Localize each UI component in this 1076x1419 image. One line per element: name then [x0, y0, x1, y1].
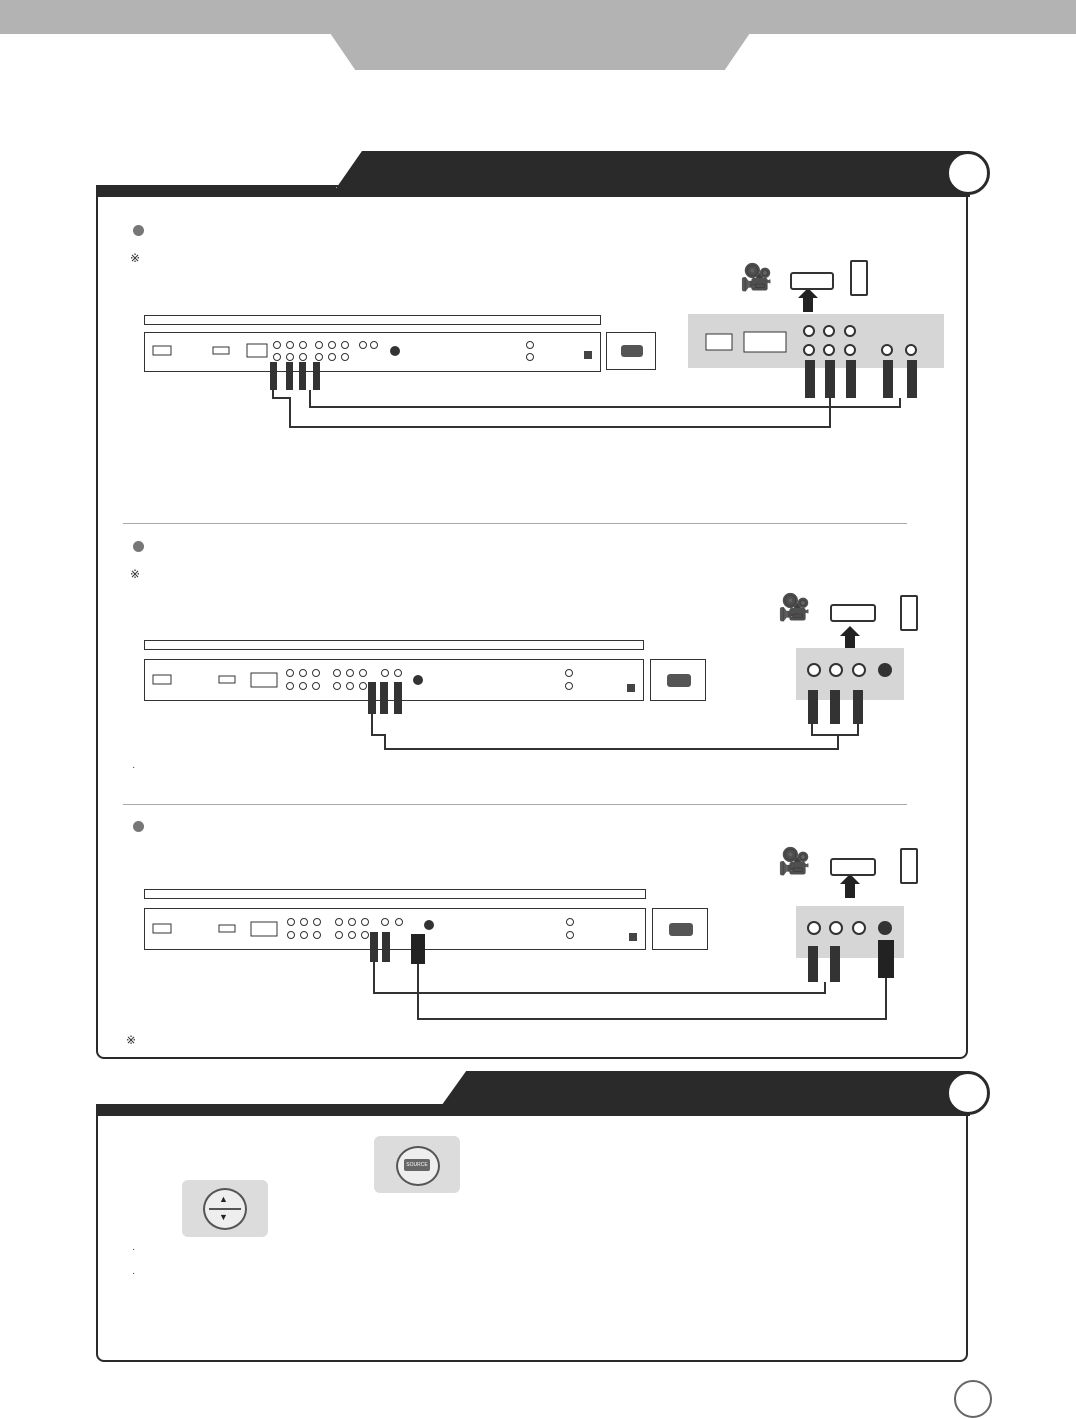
item2-note-symbol: ※ [130, 567, 141, 581]
item3-arrow-icon [840, 874, 860, 898]
source-button[interactable] [396, 1146, 440, 1186]
page-number-circle [954, 1380, 992, 1418]
source-button-panel [374, 1136, 460, 1193]
section2-title-band [96, 1104, 441, 1116]
item1-note-symbol: ※ [130, 251, 141, 265]
up-down-button[interactable] [203, 1188, 247, 1230]
set-top-box-icon-3 [900, 848, 918, 884]
up-arrow-icon[interactable]: ▲ [219, 1194, 228, 1204]
channel-button-panel [182, 1180, 268, 1237]
item3-note-symbol: ※ [126, 1033, 137, 1047]
section2-title-tab [434, 1071, 970, 1116]
camcorder-icon-3: 🎥 [778, 846, 811, 876]
camcorder-icon-2: 🎥 [778, 592, 811, 622]
item2-footnote-mark: · [132, 762, 136, 773]
down-arrow-icon[interactable]: ▼ [219, 1212, 228, 1222]
dvd-player-icon-3 [830, 858, 876, 876]
camcorder-icon: 🎥 [740, 262, 773, 292]
section2-bullet-1: · [132, 1244, 136, 1255]
section2-number-circle [946, 1071, 990, 1115]
source-button-label: SOURCE [404, 1159, 430, 1171]
section2-bullet-2: · [132, 1268, 136, 1279]
